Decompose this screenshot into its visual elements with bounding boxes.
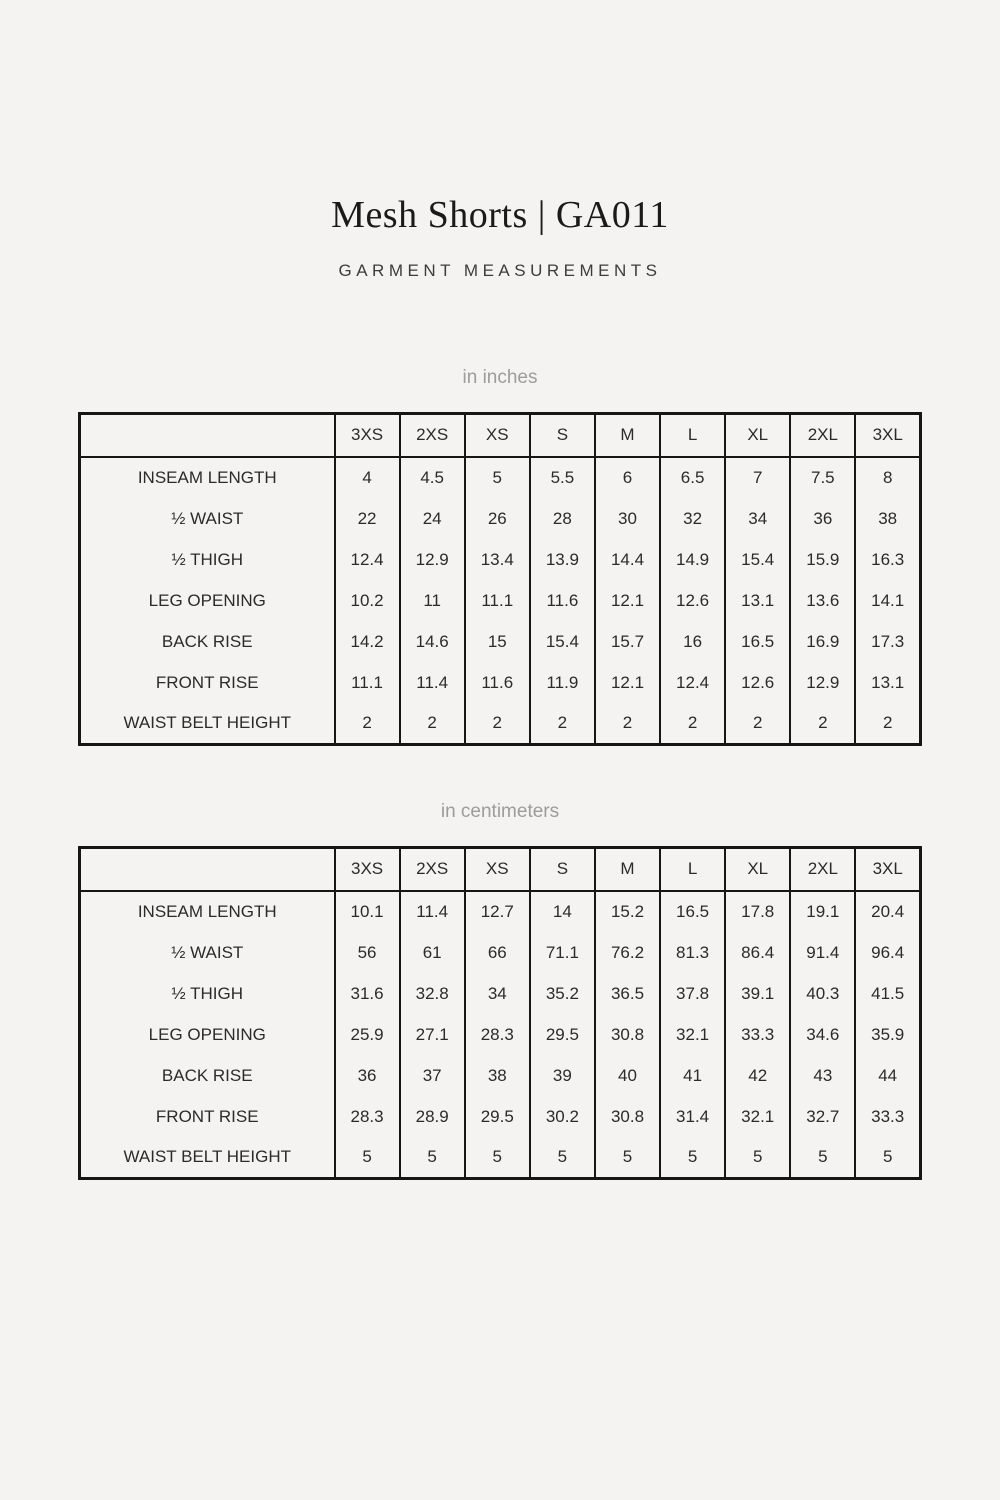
measurement-value: 11.4 <box>400 891 465 932</box>
size-table <box>78 846 922 1180</box>
measurement-value: 20.4 <box>855 891 920 932</box>
measurement-value: 10.1 <box>335 891 400 932</box>
measurement-value: 35.9 <box>855 1014 920 1055</box>
measurement-value: 14.1 <box>855 580 920 621</box>
measurement-value: 33.3 <box>725 1014 790 1055</box>
measurement-value: 15.2 <box>595 891 660 932</box>
measurement-value: 32.1 <box>660 1014 725 1055</box>
measurement-label: ½ THIGH <box>171 549 243 569</box>
measurement-label: WAIST BELT HEIGHT <box>123 712 291 732</box>
unit-label: in inches <box>462 366 538 388</box>
measurement-value: 16 <box>660 621 725 662</box>
measurement-value: 61 <box>400 932 465 973</box>
measurement-value: 11.1 <box>465 580 530 621</box>
measurement-value: 12.4 <box>660 662 725 703</box>
measurement-value: 14 <box>530 891 595 932</box>
measurement-value: 13.4 <box>465 539 530 580</box>
size-table <box>78 412 922 746</box>
measurement-label: WAIST BELT HEIGHT <box>123 1146 291 1166</box>
measurement-value: 2 <box>725 703 790 744</box>
measurement-value: 30.2 <box>530 1096 595 1137</box>
measurement-value: 12.6 <box>725 662 790 703</box>
size-column-header: 2XS <box>400 847 465 891</box>
measurement-value: 16.5 <box>725 621 790 662</box>
measurement-value: 36 <box>335 1055 400 1096</box>
measurement-value: 5 <box>595 1137 660 1178</box>
page-title: Mesh Shorts | GA011 <box>331 194 669 236</box>
measurement-value: 11.6 <box>530 580 595 621</box>
measurement-row <box>80 1055 921 1096</box>
measurement-value: 38 <box>855 498 920 539</box>
measurement-value: 8 <box>855 457 920 498</box>
measurement-value: 24 <box>400 498 465 539</box>
measurement-value: 11.4 <box>400 662 465 703</box>
measurement-value: 96.4 <box>855 932 920 973</box>
measurement-value: 12.6 <box>660 580 725 621</box>
measurement-row <box>80 891 921 932</box>
measurement-label: ½ THIGH <box>171 983 243 1003</box>
measurement-value: 34.6 <box>790 1014 855 1055</box>
size-header-row <box>80 413 921 457</box>
corner-cell <box>80 847 335 891</box>
measurement-row <box>80 457 921 498</box>
measurement-value: 5 <box>855 1137 920 1178</box>
measurement-row <box>80 973 921 1014</box>
measurement-value: 5 <box>725 1137 790 1178</box>
measurement-value: 43 <box>790 1055 855 1096</box>
size-column-header: 3XS <box>335 847 400 891</box>
measurement-label: ½ WAIST <box>171 942 244 962</box>
measurement-value: 2 <box>335 703 400 744</box>
measurement-row <box>80 498 921 539</box>
measurement-value: 5 <box>530 1137 595 1178</box>
measurement-value: 5.5 <box>530 457 595 498</box>
corner-cell <box>80 413 335 457</box>
measurement-value: 12.7 <box>465 891 530 932</box>
measurement-value: 91.4 <box>790 932 855 973</box>
measurement-value: 26 <box>465 498 530 539</box>
measurement-row <box>80 539 921 580</box>
measurement-value: 14.9 <box>660 539 725 580</box>
measurement-value: 66 <box>465 932 530 973</box>
measurement-value: 40.3 <box>790 973 855 1014</box>
measurement-value: 28.3 <box>335 1096 400 1137</box>
measurement-value: 5 <box>465 457 530 498</box>
measurement-value: 28.9 <box>400 1096 465 1137</box>
size-column-header: M <box>595 413 660 457</box>
measurement-value: 13.1 <box>725 580 790 621</box>
measurement-value: 12.1 <box>595 580 660 621</box>
measurement-value: 5 <box>400 1137 465 1178</box>
measurement-value: 30.8 <box>595 1096 660 1137</box>
measurement-value: 25.9 <box>335 1014 400 1055</box>
measurement-value: 38 <box>465 1055 530 1096</box>
measurement-value: 6 <box>595 457 660 498</box>
measurement-value: 41.5 <box>855 973 920 1014</box>
measurement-value: 17.3 <box>855 621 920 662</box>
measurement-value: 6.5 <box>660 457 725 498</box>
measurement-value: 56 <box>335 932 400 973</box>
measurement-table-section <box>0 801 1000 1180</box>
measurement-value: 14.4 <box>595 539 660 580</box>
measurement-value: 34 <box>725 498 790 539</box>
measurement-value: 11.6 <box>465 662 530 703</box>
measurement-value: 19.1 <box>790 891 855 932</box>
measurement-row <box>80 932 921 973</box>
size-column-header: S <box>530 847 595 891</box>
size-column-header: M <box>595 847 660 891</box>
size-column-header: L <box>660 847 725 891</box>
measurement-value: 14.6 <box>400 621 465 662</box>
measurement-value: 7.5 <box>790 457 855 498</box>
size-column-header: XL <box>725 847 790 891</box>
measurement-value: 37.8 <box>660 973 725 1014</box>
measurement-value: 39.1 <box>725 973 790 1014</box>
size-column-header: XL <box>725 413 790 457</box>
size-column-header: 3XL <box>855 413 920 457</box>
measurement-value: 37 <box>400 1055 465 1096</box>
measurement-value: 2 <box>660 703 725 744</box>
measurement-value: 81.3 <box>660 932 725 973</box>
measurement-label: ½ WAIST <box>171 508 244 528</box>
measurement-value: 32 <box>660 498 725 539</box>
measurement-value: 5 <box>790 1137 855 1178</box>
measurement-value: 27.1 <box>400 1014 465 1055</box>
size-column-header: 2XL <box>790 847 855 891</box>
measurement-label: LEG OPENING <box>148 590 266 610</box>
measurement-row <box>80 662 921 703</box>
measurement-value: 5 <box>465 1137 530 1178</box>
measurement-value: 16.5 <box>660 891 725 932</box>
measurement-value: 35.2 <box>530 973 595 1014</box>
measurement-value: 28.3 <box>465 1014 530 1055</box>
page-subtitle: GARMENT MEASUREMENTS <box>338 260 662 280</box>
measurement-value: 71.1 <box>530 932 595 973</box>
measurement-value: 29.5 <box>530 1014 595 1055</box>
measurement-row <box>80 580 921 621</box>
tables-wrap <box>0 367 1000 1180</box>
measurement-value: 12.1 <box>595 662 660 703</box>
measurement-label: INSEAM LENGTH <box>137 902 277 922</box>
size-column-header: L <box>660 413 725 457</box>
measurement-value: 13.1 <box>855 662 920 703</box>
measurement-row <box>80 1014 921 1055</box>
measurement-value: 2 <box>400 703 465 744</box>
measurement-value: 12.4 <box>335 539 400 580</box>
measurement-value: 4 <box>335 457 400 498</box>
measurement-value: 29.5 <box>465 1096 530 1137</box>
measurement-value: 31.6 <box>335 973 400 1014</box>
size-column-header: XS <box>465 847 530 891</box>
measurement-value: 41 <box>660 1055 725 1096</box>
measurement-value: 33.3 <box>855 1096 920 1137</box>
measurement-value: 32.7 <box>790 1096 855 1137</box>
measurement-value: 2 <box>595 703 660 744</box>
size-column-header: 2XL <box>790 413 855 457</box>
measurement-value: 16.3 <box>855 539 920 580</box>
measurement-value: 32.1 <box>725 1096 790 1137</box>
size-column-header: 3XS <box>335 413 400 457</box>
measurement-value: 10.2 <box>335 580 400 621</box>
unit-label: in centimeters <box>440 800 560 822</box>
measurement-value: 2 <box>530 703 595 744</box>
size-column-header: 2XS <box>400 413 465 457</box>
measurement-value: 4.5 <box>400 457 465 498</box>
measurement-value: 12.9 <box>400 539 465 580</box>
measurement-value: 11.9 <box>530 662 595 703</box>
measurement-value: 42 <box>725 1055 790 1096</box>
measurement-value: 14.2 <box>335 621 400 662</box>
measurement-value: 2 <box>855 703 920 744</box>
measurement-value: 15 <box>465 621 530 662</box>
measurement-value: 13.6 <box>790 580 855 621</box>
measurement-row <box>80 1137 921 1178</box>
measurement-value: 31.4 <box>660 1096 725 1137</box>
measurement-row <box>80 621 921 662</box>
measurement-value: 11 <box>400 580 465 621</box>
measurement-value: 30 <box>595 498 660 539</box>
measurement-value: 40 <box>595 1055 660 1096</box>
measurement-value: 5 <box>660 1137 725 1178</box>
measurement-value: 2 <box>790 703 855 744</box>
measurement-label: BACK RISE <box>161 631 253 651</box>
size-header-row <box>80 847 921 891</box>
measurement-value: 15.4 <box>530 621 595 662</box>
measurement-table-section <box>0 367 1000 746</box>
measurement-value: 22 <box>335 498 400 539</box>
measurement-row <box>80 1096 921 1137</box>
measurement-label: BACK RISE <box>161 1065 253 1085</box>
measurement-label: FRONT RISE <box>155 1106 259 1126</box>
measurement-value: 13.9 <box>530 539 595 580</box>
measurement-value: 15.9 <box>790 539 855 580</box>
measurement-value: 7 <box>725 457 790 498</box>
measurement-value: 39 <box>530 1055 595 1096</box>
measurement-value: 76.2 <box>595 932 660 973</box>
measurement-value: 86.4 <box>725 932 790 973</box>
measurement-value: 17.8 <box>725 891 790 932</box>
measurement-value: 5 <box>335 1137 400 1178</box>
size-column-header: XS <box>465 413 530 457</box>
measurement-value: 11.1 <box>335 662 400 703</box>
measurement-label: LEG OPENING <box>148 1024 266 1044</box>
measurement-value: 12.9 <box>790 662 855 703</box>
measurement-label: FRONT RISE <box>155 672 259 692</box>
measurement-value: 36 <box>790 498 855 539</box>
measurement-value: 15.7 <box>595 621 660 662</box>
size-column-header: 3XL <box>855 847 920 891</box>
measurement-value: 34 <box>465 973 530 1014</box>
measurement-value: 15.4 <box>725 539 790 580</box>
measurement-value: 16.9 <box>790 621 855 662</box>
measurement-value: 30.8 <box>595 1014 660 1055</box>
measurement-value: 2 <box>465 703 530 744</box>
measurement-value: 32.8 <box>400 973 465 1014</box>
measurement-value: 28 <box>530 498 595 539</box>
size-column-header: S <box>530 413 595 457</box>
measurement-row <box>80 703 921 744</box>
measurement-value: 36.5 <box>595 973 660 1014</box>
measurement-value: 44 <box>855 1055 920 1096</box>
measurement-label: INSEAM LENGTH <box>137 468 277 488</box>
